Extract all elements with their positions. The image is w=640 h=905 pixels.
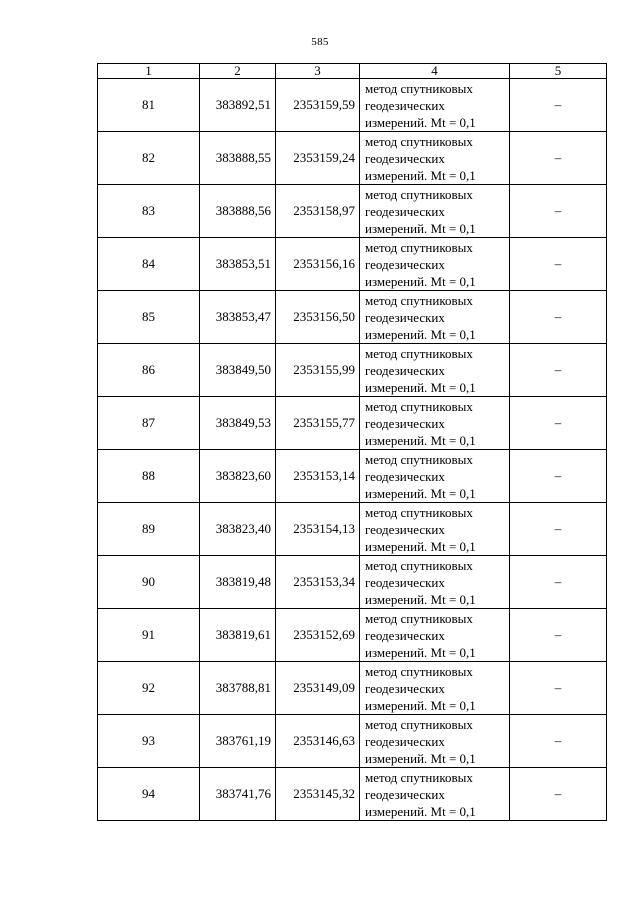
point-number: 81 — [98, 79, 200, 132]
table-body — [98, 79, 607, 821]
method-line: геодезических — [365, 468, 445, 484]
determination-method — [360, 768, 510, 821]
method-line: геодезических — [365, 256, 445, 272]
coordinate-x: 383823,60 — [200, 450, 276, 503]
point-number: 90 — [98, 556, 200, 609]
note-dash: – — [510, 662, 607, 715]
determination-method — [360, 609, 510, 662]
coordinates-table — [97, 63, 607, 821]
table-row — [98, 132, 607, 185]
note-dash: – — [510, 768, 607, 821]
method-line: измерений. Mt = 0,1 — [365, 379, 476, 395]
method-line: геодезических — [365, 733, 445, 749]
method-line: геодезических — [365, 415, 445, 431]
note-dash: – — [510, 238, 607, 291]
method-line: метод спутниковых — [365, 557, 473, 573]
coordinate-y: 2353156,50 — [276, 291, 360, 344]
table-row — [98, 185, 607, 238]
point-number: 91 — [98, 609, 200, 662]
coordinate-y: 2353146,63 — [276, 715, 360, 768]
point-number: 92 — [98, 662, 200, 715]
method-line: метод спутниковых — [365, 398, 473, 414]
coordinate-x: 383741,76 — [200, 768, 276, 821]
method-line: геодезических — [365, 680, 445, 696]
determination-method — [360, 397, 510, 450]
point-number: 89 — [98, 503, 200, 556]
note-dash: – — [510, 344, 607, 397]
table-row — [98, 291, 607, 344]
table-row — [98, 715, 607, 768]
point-number: 85 — [98, 291, 200, 344]
determination-method — [360, 79, 510, 132]
method-line: измерений. Mt = 0,1 — [365, 485, 476, 501]
coordinate-x: 383819,61 — [200, 609, 276, 662]
page-number: 585 — [311, 36, 329, 48]
determination-method — [360, 291, 510, 344]
method-line: геодезических — [365, 97, 445, 113]
column-header: 3 — [276, 64, 360, 79]
determination-method — [360, 185, 510, 238]
method-line: геодезических — [365, 786, 445, 802]
method-line: метод спутниковых — [365, 292, 473, 308]
method-line: геодезических — [365, 521, 445, 537]
note-dash: – — [510, 79, 607, 132]
method-line: метод спутниковых — [365, 769, 473, 785]
column-header: 5 — [510, 64, 607, 79]
method-line: геодезических — [365, 203, 445, 219]
method-line: измерений. Mt = 0,1 — [365, 432, 476, 448]
method-line: метод спутниковых — [365, 186, 473, 202]
point-number: 83 — [98, 185, 200, 238]
coordinate-x: 383761,19 — [200, 715, 276, 768]
point-number: 93 — [98, 715, 200, 768]
method-line: метод спутниковых — [365, 345, 473, 361]
table-row — [98, 768, 607, 821]
coordinate-x: 383892,51 — [200, 79, 276, 132]
table-row — [98, 609, 607, 662]
coordinate-y: 2353155,77 — [276, 397, 360, 450]
note-dash: – — [510, 715, 607, 768]
table-header — [98, 64, 607, 79]
coordinate-x: 383823,40 — [200, 503, 276, 556]
coordinate-y: 2353153,34 — [276, 556, 360, 609]
determination-method — [360, 662, 510, 715]
coordinate-y: 2353154,13 — [276, 503, 360, 556]
method-line: измерений. Mt = 0,1 — [365, 114, 476, 130]
method-line: метод спутниковых — [365, 239, 473, 255]
method-line: метод спутниковых — [365, 133, 473, 149]
coordinate-y: 2353152,69 — [276, 609, 360, 662]
note-dash: – — [510, 503, 607, 556]
method-line: измерений. Mt = 0,1 — [365, 644, 476, 660]
method-line: измерений. Mt = 0,1 — [365, 750, 476, 766]
coordinate-y: 2353159,24 — [276, 132, 360, 185]
header-row — [98, 64, 607, 79]
determination-method — [360, 450, 510, 503]
coordinate-y: 2353149,09 — [276, 662, 360, 715]
method-line: измерений. Mt = 0,1 — [365, 591, 476, 607]
note-dash: – — [510, 450, 607, 503]
table-row — [98, 79, 607, 132]
method-line: метод спутниковых — [365, 610, 473, 626]
coordinate-y: 2353145,32 — [276, 768, 360, 821]
method-line: метод спутниковых — [365, 451, 473, 467]
method-line: метод спутниковых — [365, 716, 473, 732]
note-dash: – — [510, 132, 607, 185]
coordinate-y: 2353153,14 — [276, 450, 360, 503]
note-dash: – — [510, 397, 607, 450]
determination-method — [360, 132, 510, 185]
table-row — [98, 556, 607, 609]
note-dash: – — [510, 556, 607, 609]
coordinate-x: 383888,55 — [200, 132, 276, 185]
coordinate-x: 383853,51 — [200, 238, 276, 291]
point-number: 84 — [98, 238, 200, 291]
determination-method — [360, 238, 510, 291]
method-line: геодезических — [365, 362, 445, 378]
column-header: 2 — [200, 64, 276, 79]
method-line: метод спутниковых — [365, 80, 473, 96]
determination-method — [360, 503, 510, 556]
method-line: измерений. Mt = 0,1 — [365, 167, 476, 183]
method-line: метод спутниковых — [365, 663, 473, 679]
coordinate-y: 2353156,16 — [276, 238, 360, 291]
method-line: измерений. Mt = 0,1 — [365, 697, 476, 713]
coordinate-y: 2353159,59 — [276, 79, 360, 132]
determination-method — [360, 344, 510, 397]
coordinate-x: 383849,50 — [200, 344, 276, 397]
note-dash: – — [510, 609, 607, 662]
method-line: измерений. Mt = 0,1 — [365, 803, 476, 819]
table-row — [98, 344, 607, 397]
coordinate-x: 383853,47 — [200, 291, 276, 344]
method-line: геодезических — [365, 574, 445, 590]
point-number: 94 — [98, 768, 200, 821]
method-line: метод спутниковых — [365, 504, 473, 520]
coordinate-x: 383819,48 — [200, 556, 276, 609]
column-header: 4 — [360, 64, 510, 79]
table-row — [98, 397, 607, 450]
method-line: измерений. Mt = 0,1 — [365, 220, 476, 236]
coordinate-y: 2353158,97 — [276, 185, 360, 238]
note-dash: – — [510, 291, 607, 344]
table-row — [98, 662, 607, 715]
method-line: измерений. Mt = 0,1 — [365, 326, 476, 342]
point-number: 82 — [98, 132, 200, 185]
determination-method — [360, 715, 510, 768]
point-number: 87 — [98, 397, 200, 450]
coordinate-x: 383788,81 — [200, 662, 276, 715]
table-row — [98, 450, 607, 503]
point-number: 88 — [98, 450, 200, 503]
method-line: геодезических — [365, 627, 445, 643]
determination-method — [360, 556, 510, 609]
method-line: измерений. Mt = 0,1 — [365, 538, 476, 554]
method-line: геодезических — [365, 150, 445, 166]
coordinate-x: 383888,56 — [200, 185, 276, 238]
table-row — [98, 503, 607, 556]
column-header: 1 — [98, 64, 200, 79]
method-line: геодезических — [365, 309, 445, 325]
point-number: 86 — [98, 344, 200, 397]
table-row — [98, 238, 607, 291]
coordinate-y: 2353155,99 — [276, 344, 360, 397]
method-line: измерений. Mt = 0,1 — [365, 273, 476, 289]
note-dash: – — [510, 185, 607, 238]
coordinate-x: 383849,53 — [200, 397, 276, 450]
